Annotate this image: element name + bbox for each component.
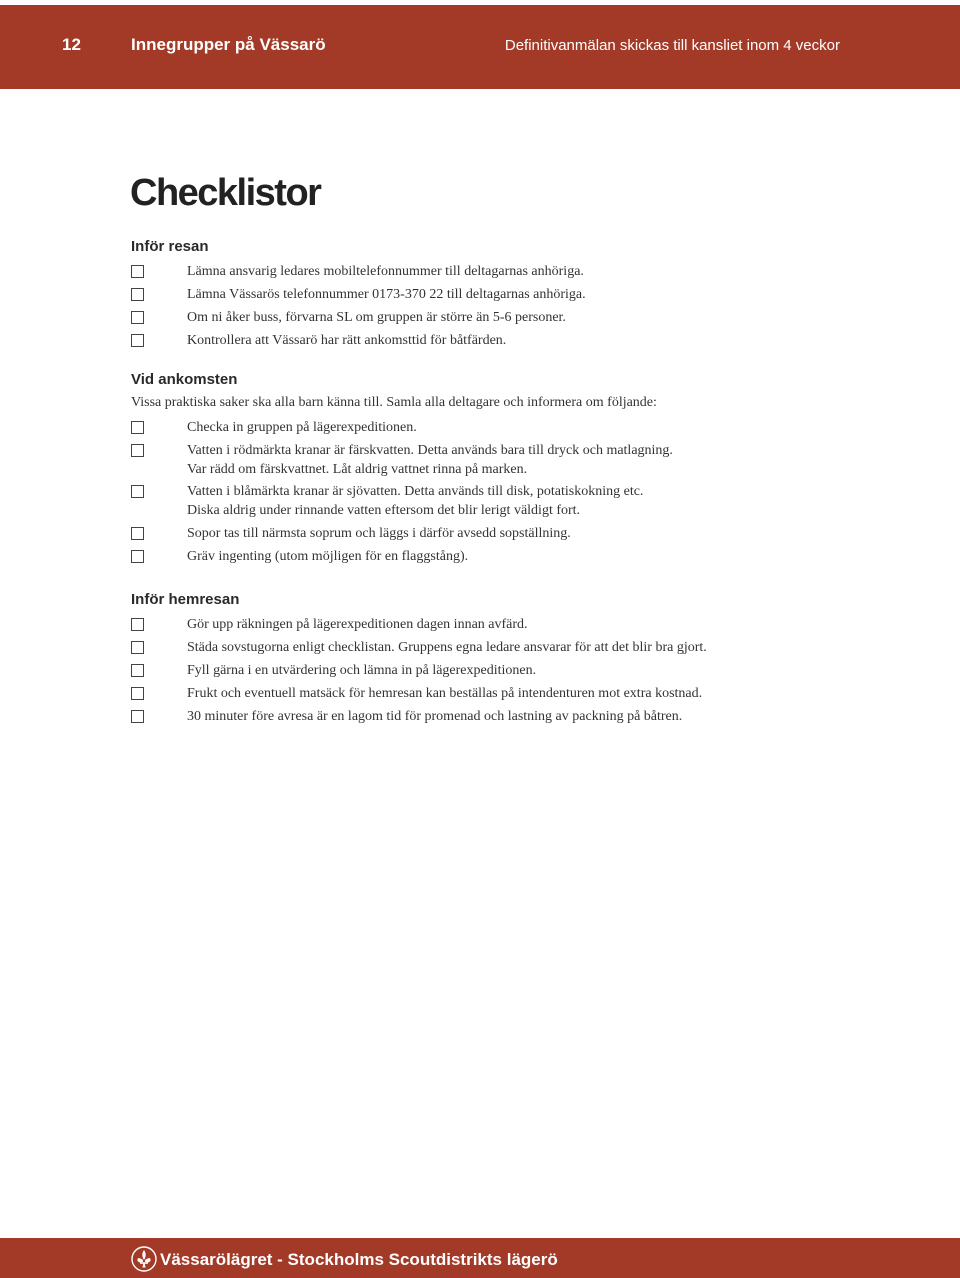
checklist-item-text: Vatten i rödmärkta kranar är färskvatten. Detta används bara till dryck och matlagning. — [187, 443, 673, 458]
checklist-item-text: Kontrollera att Vässarö har rätt ankomsttid för båtfärden. — [187, 333, 507, 348]
checkbox-icon[interactable] — [131, 288, 144, 301]
checklist-item — [131, 615, 831, 634]
checklist-item — [131, 524, 831, 543]
checklist-item-text: Frukt och eventuell matsäck för hemresan kan beställas på intendenturen mot extra kostnad. — [187, 686, 703, 701]
checklist-item-text: 30 minuter före avresa är en lagom tid för promenad och lastning av packning på båtren. — [187, 709, 683, 724]
checkbox-icon[interactable] — [131, 550, 144, 563]
checklist-item — [131, 262, 831, 281]
checklist-item-text: Vatten i blåmärkta kranar är sjövatten. Detta används till disk, potatiskokning etc. — [187, 484, 644, 499]
header-note: Definitivanmälan skickas till kansliet inom 4 veckor — [504, 37, 840, 54]
checklist-item-text: Checka in gruppen på lägerexpeditionen. — [187, 420, 417, 435]
checklist-item-text: Om ni åker buss, förvarna SL om gruppen är större än 5-6 personer. — [187, 310, 566, 325]
page-footer-bar — [0, 1238, 960, 1278]
section-title-vid-ankomsten: Vid ankomsten — [131, 371, 238, 388]
checklist-item-text-continued: Diska aldrig under rinnande vatten eftersom det blir lerigt väldigt fort. — [187, 503, 581, 518]
checklist-item-text: Gör upp räkningen på lägerexpeditionen dagen innan avfärd. — [187, 617, 528, 632]
checklist-item-text: Lämna ansvarig ledares mobiltelefonnummer till deltagarnas anhöriga. — [187, 264, 584, 279]
checkbox-icon[interactable] — [131, 710, 144, 723]
checklist-item-text: Lämna Vässarös telefonnummer 0173-370 22 till deltagarnas anhöriga. — [187, 287, 586, 302]
checkbox-icon[interactable] — [131, 641, 144, 654]
checkbox-icon[interactable] — [131, 687, 144, 700]
checklist-item — [131, 482, 831, 520]
checklist-item — [131, 638, 831, 657]
checklist-item — [131, 684, 831, 703]
checkbox-icon[interactable] — [131, 444, 144, 457]
checkbox-icon[interactable] — [131, 334, 144, 347]
section-title-infor-hemresan: Inför hemresan — [131, 591, 240, 608]
fleur-de-lis-icon — [131, 1246, 157, 1272]
checklist-item-text: Sopor tas till närmsta soprum och läggs i därför avsedd sopställning. — [187, 526, 571, 541]
checklist-item — [131, 661, 831, 680]
checklist-item — [131, 418, 831, 437]
checklist-item — [131, 547, 831, 566]
checklist-item — [131, 441, 831, 479]
checkbox-icon[interactable] — [131, 527, 144, 540]
page-title: Checklistor — [130, 172, 321, 214]
checklist-item — [131, 285, 831, 304]
checkbox-icon[interactable] — [131, 421, 144, 434]
checkbox-icon[interactable] — [131, 618, 144, 631]
section-title-infor-resan: Inför resan — [131, 238, 209, 255]
header-title: Innegrupper på Vässarö — [131, 35, 326, 54]
checkbox-icon[interactable] — [131, 265, 144, 278]
checklist-item — [131, 331, 831, 350]
checkbox-icon[interactable] — [131, 664, 144, 677]
checklist-item — [131, 308, 831, 327]
checklist-item-text: Fyll gärna i en utvärdering och lämna in på lägerexpeditionen. — [187, 663, 537, 678]
checklist-item — [131, 707, 831, 726]
footer-text: Vässarölägret - Stockholms Scoutdistrikts lägerö — [160, 1250, 558, 1269]
checklist-item-text: Städa sovstugorna enligt checklistan. Gruppens egna ledare ansvarar för att det blir bra gjort. — [187, 640, 707, 655]
page-header-bar — [0, 5, 960, 89]
checklist-item-text: Gräv ingenting (utom möjligen för en flaggstång). — [187, 549, 469, 564]
checklist-item-text-continued: Var rädd om färskvattnet. Låt aldrig vattnet rinna på marken. — [187, 462, 528, 477]
checkbox-icon[interactable] — [131, 311, 144, 324]
checkbox-icon[interactable] — [131, 485, 144, 498]
section-intro: Vissa praktiska saker ska alla barn känna till. Samla alla deltagare och informera om följande: — [131, 395, 657, 410]
page-number: 12 — [62, 35, 81, 54]
